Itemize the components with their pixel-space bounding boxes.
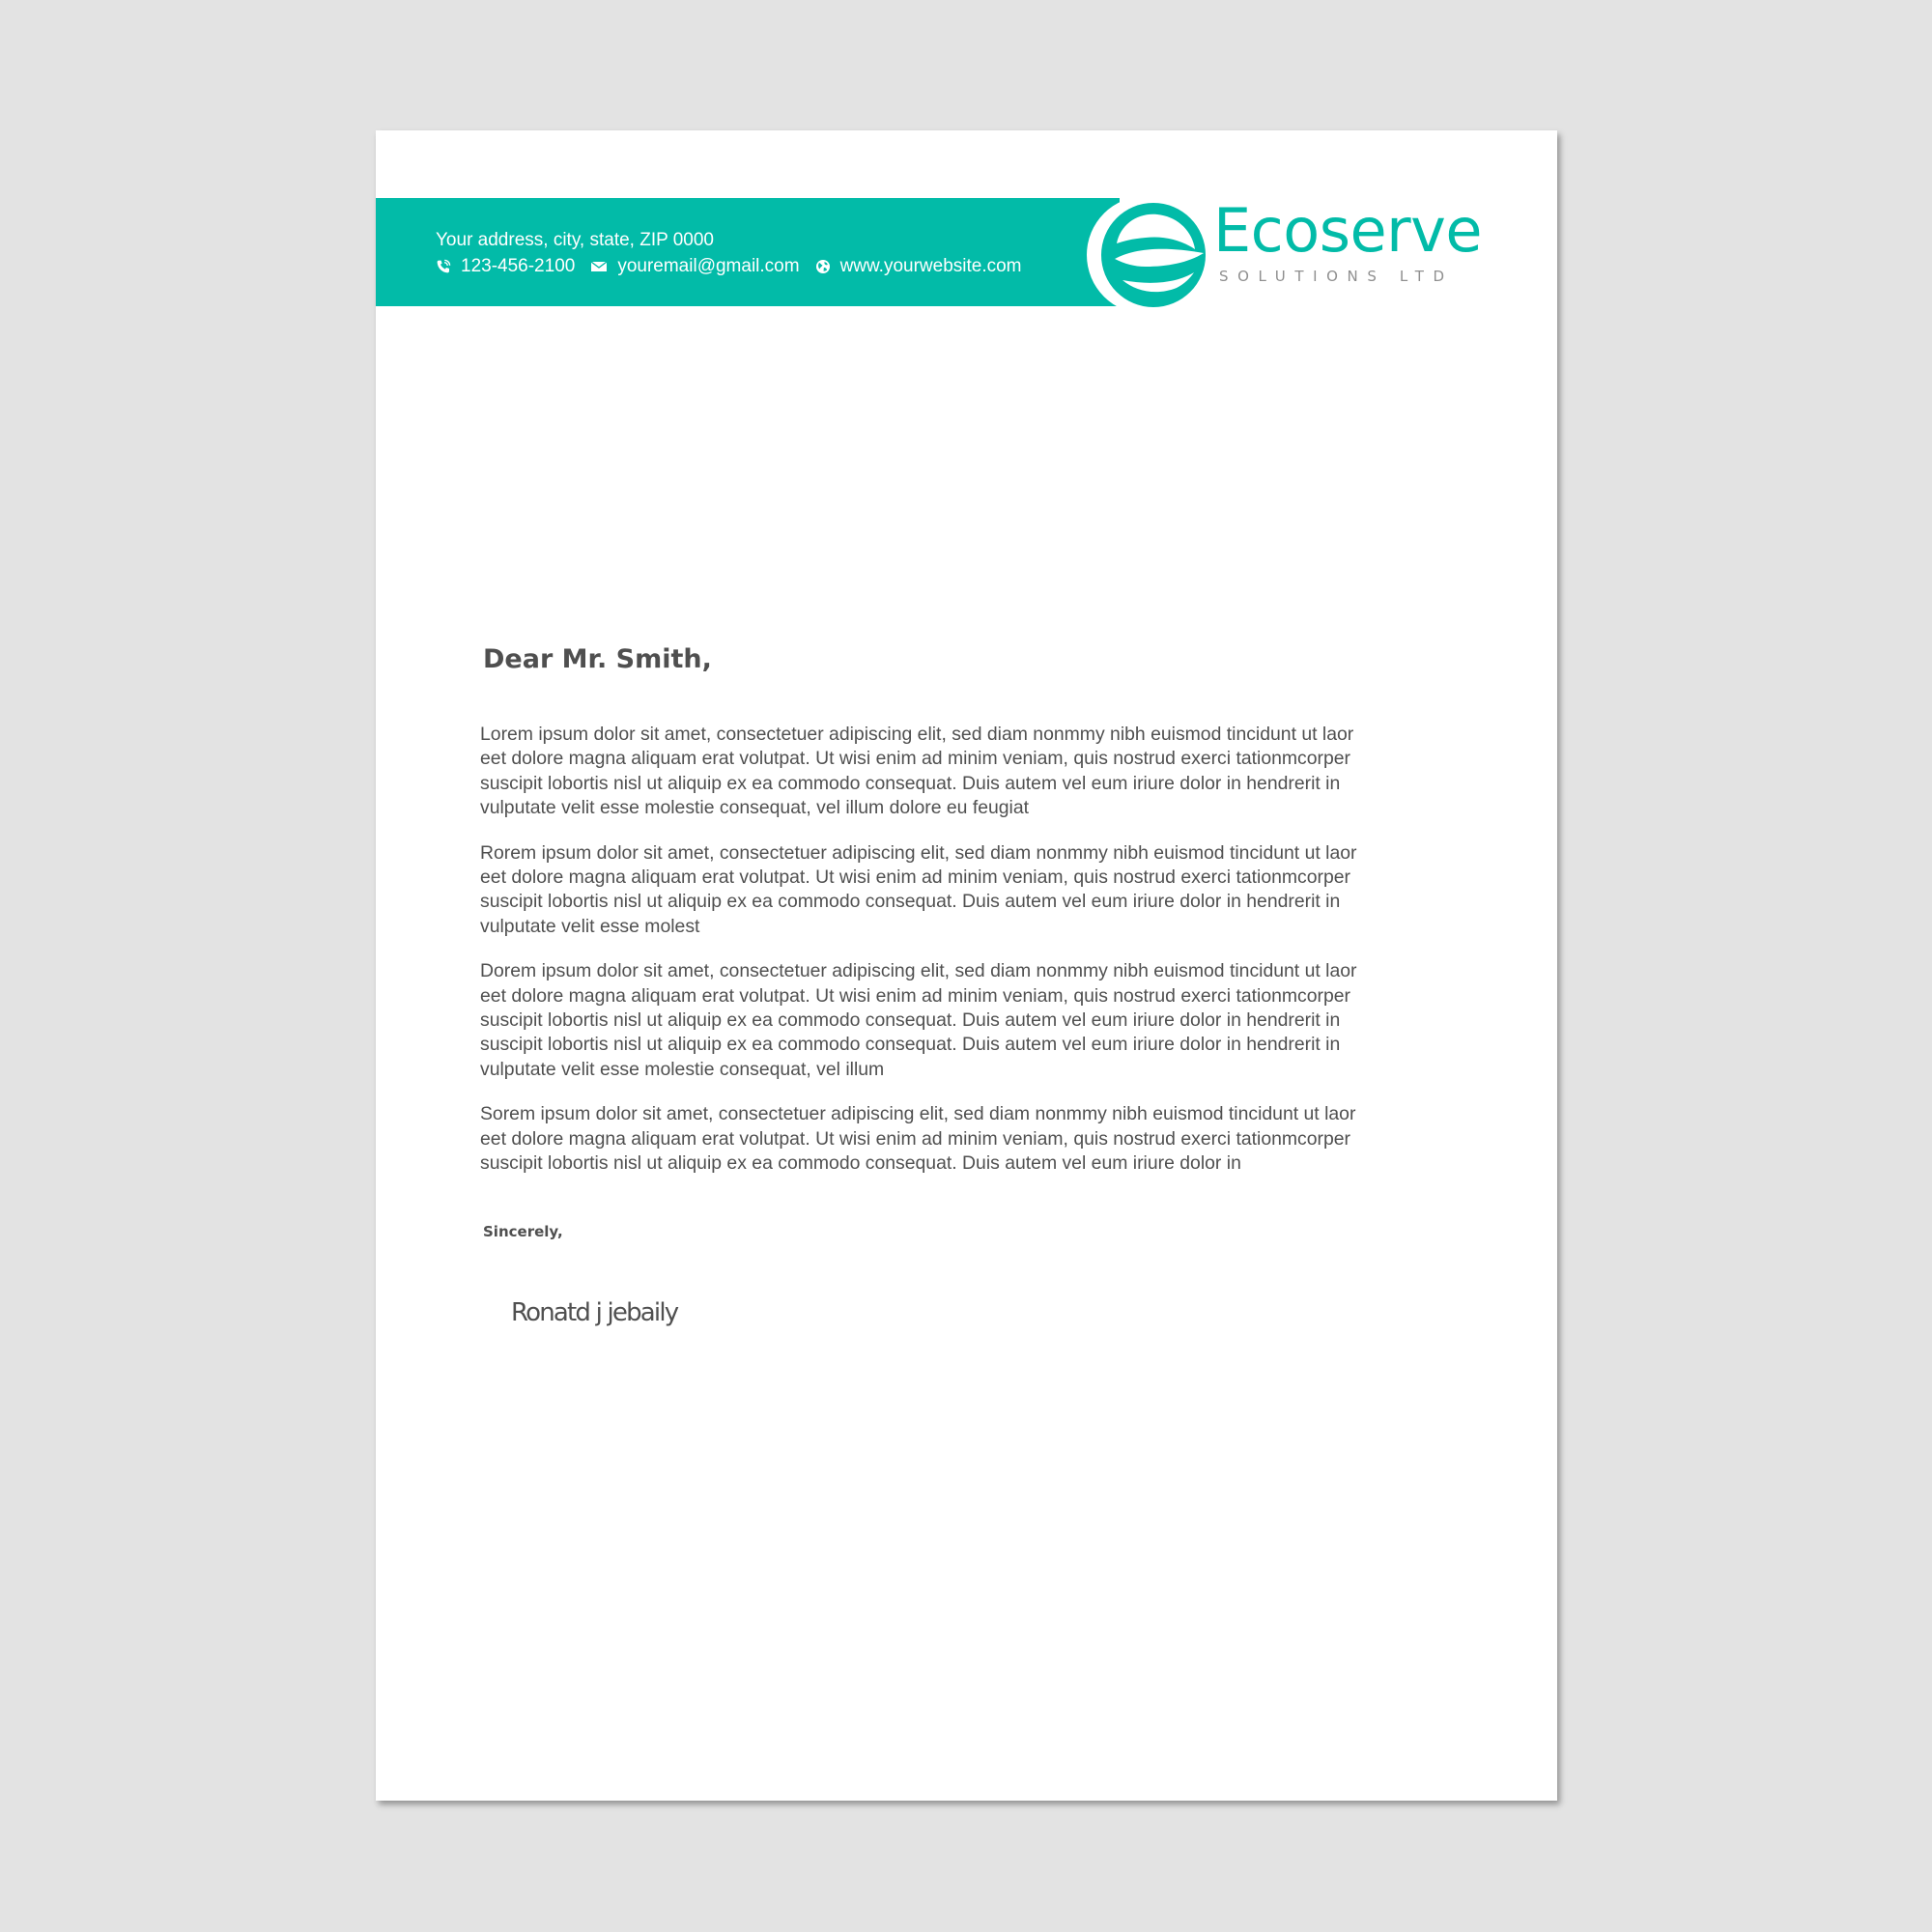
contact-email <box>590 256 799 277</box>
closing: Sincerely, <box>483 1223 563 1240</box>
salutation: Dear Mr. Smith, <box>483 644 712 674</box>
letter-body <box>480 723 1456 1197</box>
company-name: Ecoserve <box>1213 195 1482 266</box>
phone-icon <box>436 259 451 274</box>
globe-icon <box>815 259 831 274</box>
body-paragraph: Lorem ipsum dolor sit amet, consectetuer adipiscing elit, sed diam nonmmy nibh euismod tincidunt ut laor eet dolore magna aliquam erat volutpat. Ut wisi enim ad minim veniam, quis nostrud exerci tationmcorper suscipit lobortis nisl ut aliquip ex ea commodo consequat. Duis autem vel eum iriure dolor in hendrerit in vulputate velit esse molestie consequat, vel illum dolore eu feugiat <box>480 724 1354 819</box>
contact-row <box>436 255 1022 278</box>
header-band <box>376 198 1120 306</box>
contact-phone <box>436 256 575 277</box>
body-paragraph: Sorem ipsum dolor sit amet, consectetuer adipiscing elit, sed diam nonmmy nibh euismod tincidunt ut laor eet dolore magna aliquam erat volutpat. Ut wisi enim ad minim veniam, quis nostrud exerci tationmcorper suscipit lobortis nisl ut aliquip ex ea commodo consequat. Duis autem vel eum iriure dolor in <box>480 1103 1356 1175</box>
email-address: youremail@gmail.com <box>617 256 800 276</box>
company-logo <box>1086 195 1501 315</box>
website-url: www.yourwebsite.com <box>839 256 1022 276</box>
body-paragraph: Rorem ipsum dolor sit amet, consectetuer adipiscing elit, sed diam nonmmy nibh euismod tincidunt ut laor eet dolore magna aliquam erat volutpat. Ut wisi enim ad minim veniam, quis nostrud exerci tationmcorper suscipit lobortis nisl ut aliquip ex ea commodo consequat. Duis autem vel eum iriure dolor in hendrerit in vulputate velit esse molest <box>480 841 1357 937</box>
logo-e-mark-icon <box>1086 195 1206 315</box>
letterhead-page <box>376 130 1557 1801</box>
phone-number: 123-456-2100 <box>461 256 576 276</box>
address-line: Your address, city, state, ZIP 0000 <box>436 230 714 250</box>
company-tagline: SOLUTIONS LTD <box>1219 268 1454 285</box>
contact-website <box>815 256 1022 277</box>
mail-icon <box>590 260 608 273</box>
body-paragraph: Dorem ipsum dolor sit amet, consectetuer adipiscing elit, sed diam nonmmy nibh euismod tincidunt ut laor eet dolore magna aliquam erat volutpat. Ut wisi enim ad minim veniam, quis nostrud exerci tationmcorper suscipit lobortis nisl ut aliquip ex ea commodo consequat. Duis autem vel eum iriure dolor in hendrerit in suscipit lobortis nisl ut aliquip ex ea commodo consequat. Duis autem vel eum iriure dolor in hendrerit in vulputate velit esse molestie consequat, vel illum <box>480 960 1357 1080</box>
signature: Ronatd j jebaily <box>511 1298 678 1327</box>
